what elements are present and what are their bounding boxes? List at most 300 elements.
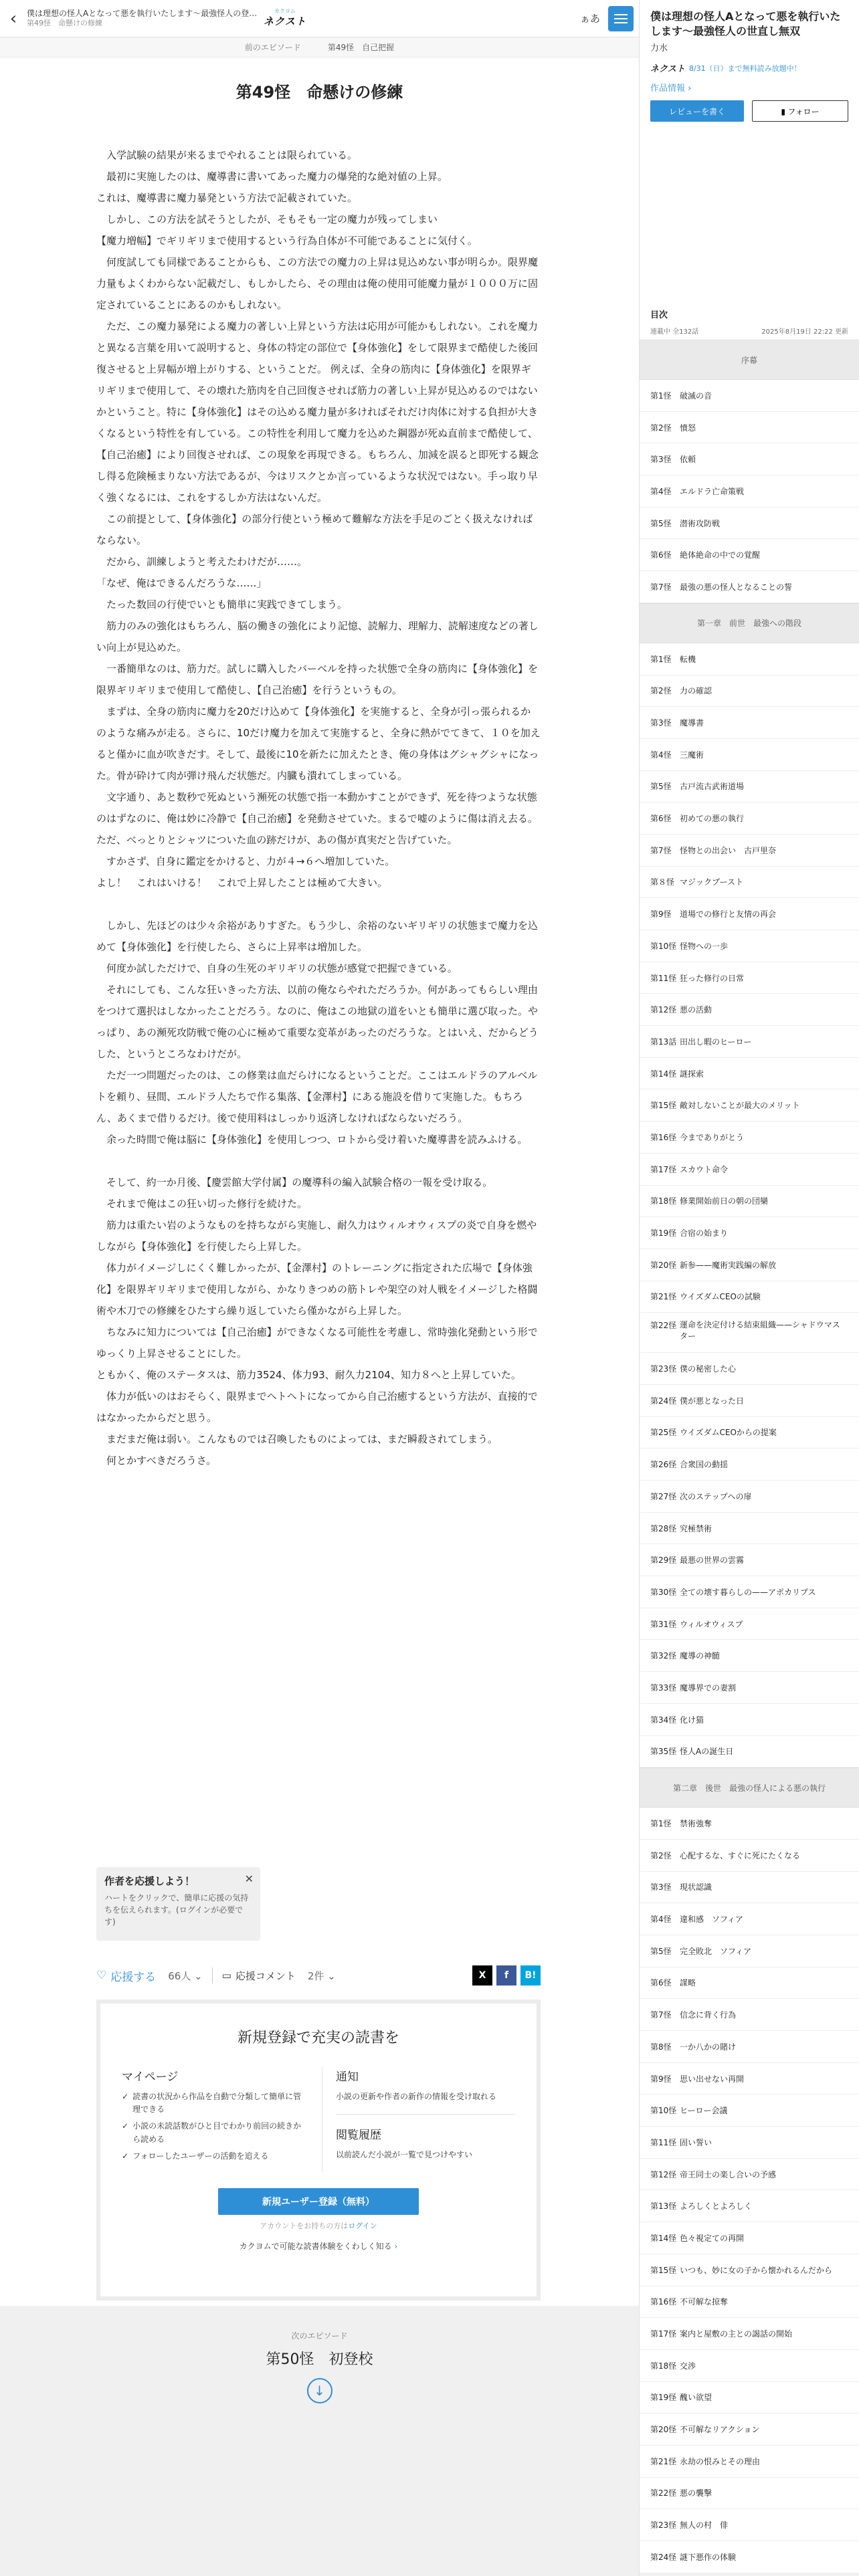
toc-episode-link[interactable] bbox=[640, 1935, 859, 1967]
header-work-title: 僕は理想の怪人Aとなって悪を執行いたします〜最強怪人の登… bbox=[27, 9, 258, 19]
toc-episode-title: スカウト命令 bbox=[680, 1164, 729, 1174]
toc-episode-link[interactable] bbox=[640, 898, 859, 930]
toc-episode-number: 第20怪 bbox=[650, 2425, 677, 2435]
toc-episode-link[interactable] bbox=[640, 571, 859, 603]
toc-episode-title: 怪人Aの誕生日 bbox=[680, 1747, 734, 1757]
mypage-column bbox=[122, 2067, 322, 2172]
toc-episode-number: 第26怪 bbox=[650, 1460, 677, 1470]
toc-episode-title: 今までありがとう bbox=[680, 1132, 745, 1142]
signup-button[interactable]: 新規ユーザー登録（無料） bbox=[218, 2188, 419, 2215]
toc-episode-title: 禁術強奪 bbox=[680, 1819, 712, 1829]
toc-episode-title: 破滅の音 bbox=[680, 391, 712, 401]
toc-episode-title: 合衆国の動揺 bbox=[680, 1460, 729, 1470]
toc-episode-number: 第32怪 bbox=[650, 1651, 677, 1661]
login-prefix: アカウントをお持ちの方は bbox=[260, 2222, 349, 2231]
toc-episode-title: 交渉 bbox=[680, 2361, 696, 2371]
toc-episode-link[interactable] bbox=[640, 1249, 859, 1281]
toc-chapter-heading[interactable]: 第二章 後世 最強の怪人による悪の執行 bbox=[640, 1767, 859, 1808]
toc-episode-number: 第24怪 bbox=[650, 2552, 677, 2562]
write-review-button[interactable]: レビューを書く bbox=[650, 100, 744, 122]
body-paragraph: 文字通り、あと数秒で死ぬという瀕死の状態で指一本動かすことができず、死を待つような状態のはずなのに、俺は妙に冷静で【自己治癒】を発動させていた。まるで嘘のように傷は消え去る。ただ、べっとりとシャツについた血の跡だけが、あの傷が真実だと告げていた。 bbox=[96, 791, 538, 846]
toc-episode-number: 第13話 bbox=[650, 1037, 677, 1047]
toc-episode-title: 絶体絶命の中での覚醒 bbox=[680, 550, 761, 560]
toc-episode-number: 第3怪 bbox=[650, 1883, 672, 1893]
toc-episode-link[interactable] bbox=[640, 2446, 859, 2478]
toc-updated: 2025年8月19日 22:22 更新 bbox=[761, 328, 848, 336]
toc-episode-link[interactable] bbox=[640, 835, 859, 867]
cheer-button-label: 応援する bbox=[110, 1970, 157, 1984]
toc-episode-title: 僕が悪となった日 bbox=[680, 1396, 745, 1406]
table-of-contents bbox=[640, 340, 859, 2573]
toc-episode-number: 第31怪 bbox=[650, 1619, 677, 1629]
toc-episode-link[interactable] bbox=[640, 802, 859, 835]
facebook-share-icon[interactable]: f bbox=[496, 1965, 516, 1985]
body-paragraph: ともかく、俺のステータスは、筋力3524、体力93、耐久力2104、知力８へと上昇していた。 bbox=[96, 1369, 521, 1381]
learn-more-link[interactable] bbox=[100, 2240, 537, 2252]
toc-episode-number: 第27怪 bbox=[650, 1491, 677, 1501]
toc-episode-number: 第5怪 bbox=[650, 782, 672, 792]
body-paragraph: しかし、この方法を試そうとしたが、そもそも一定の魔力が残ってしまい bbox=[96, 213, 438, 225]
comment-count: 2件 bbox=[307, 1969, 324, 1982]
toc-episode-link[interactable] bbox=[640, 2127, 859, 2159]
toc-episode-title: 憤怒 bbox=[680, 423, 696, 433]
body-paragraph: これは、魔導書に魔力暴発という方法で記載されていた。 bbox=[96, 192, 358, 204]
toc-episode-link[interactable] bbox=[640, 2286, 859, 2319]
chevron-right-icon: › bbox=[685, 84, 692, 94]
toc-episode-title: 古戸流古武術道場 bbox=[680, 782, 745, 792]
work-card bbox=[640, 0, 859, 289]
next-episode-title[interactable]: 第50怪 初登校 bbox=[266, 2351, 373, 2368]
hatena-bookmark-icon[interactable]: B! bbox=[520, 1965, 541, 1985]
toc-episode-title: 最強の悪の怪人となることの誓 bbox=[680, 582, 793, 592]
mypage-title: マイページ bbox=[122, 2070, 179, 2084]
toc-episode-link[interactable] bbox=[640, 2541, 859, 2573]
toc-episode-number: 第22怪 bbox=[650, 2488, 677, 2498]
toc-episode-link[interactable] bbox=[640, 1840, 859, 1872]
notify-desc: 小説の更新や作者の新作の情報を受け取れる bbox=[336, 2092, 497, 2101]
toc-episode-title: 最悪の世界の雲霧 bbox=[680, 1555, 745, 1566]
cheer-tooltip-title: 作者を応援しよう！ bbox=[104, 1875, 195, 1887]
toc-episode-title: 永劫の恨みとその理由 bbox=[680, 2456, 761, 2466]
body-paragraph: 何度試しても同様であることからも、この方法での魔力の上昇は見込めない事が明らか。限界魔力量もよくわからない記載だし、もしかしたら、その理由は俺の使用可能魔力量が１０００万に固定されていることにあるのかもしれない。 bbox=[96, 256, 539, 311]
work-buttons bbox=[650, 100, 848, 122]
body-paragraph: 体力が低いのはおそらく、限界までヘトヘトになってから自己治癒するという方法が、直接的ではなかったからだと思う。 bbox=[96, 1390, 538, 1424]
toc-episode-title: 魔導の神髄 bbox=[680, 1651, 721, 1661]
chevron-down-icon: ⌄ bbox=[194, 1969, 203, 1982]
body-paragraph: この前提として、【身体強化】の部分行使という極めて難解な方法を手足のごとく扱えなければならない。 bbox=[96, 513, 533, 546]
header-titles[interactable] bbox=[27, 9, 261, 28]
work-author[interactable]: 力水 bbox=[650, 43, 668, 54]
toc-episode-title: 新参——魔術実践編の解放 bbox=[680, 1260, 777, 1270]
toc-episode-link[interactable] bbox=[640, 1999, 859, 2031]
bookmark-icon: ▮ bbox=[781, 106, 788, 116]
toc-episode-title: 思い出せない再開 bbox=[680, 2074, 745, 2084]
toc-episode-number: 第８怪 bbox=[650, 877, 675, 887]
toc-episode-link[interactable] bbox=[640, 1544, 859, 1576]
toc-episode-link[interactable] bbox=[640, 1186, 859, 1218]
toc-episode-number: 第7怪 bbox=[650, 845, 672, 855]
toc-episode-title: 信念に背く行為 bbox=[680, 2010, 737, 2020]
toc-episode-link[interactable] bbox=[640, 1121, 859, 1154]
toc-episode-link[interactable] bbox=[640, 2509, 859, 2541]
toc-episode-link[interactable] bbox=[640, 2254, 859, 2286]
body-paragraph: 何とかすべきだろうさ。 bbox=[96, 1455, 217, 1467]
toc-episode-title: 魔導界での妻割 bbox=[680, 1683, 737, 1693]
body-paragraph: だから、訓練しようと考えたわけだが……。 bbox=[96, 556, 308, 568]
toc-episode-number: 第15怪 bbox=[650, 2265, 677, 2275]
next-episode-area[interactable] bbox=[0, 2306, 639, 2576]
toc-episode-link[interactable] bbox=[640, 1026, 859, 1058]
toc-episode-title: 怪物への一歩 bbox=[680, 941, 729, 951]
toc-episode-link[interactable] bbox=[640, 962, 859, 994]
sidebar bbox=[639, 0, 859, 2576]
toc-episode-title: 違和感 ソフィア bbox=[680, 1915, 744, 1925]
font-settings-button[interactable]: ぁあ bbox=[579, 13, 600, 25]
comment-button[interactable] bbox=[222, 1969, 296, 1983]
toc-episode-number: 第16怪 bbox=[650, 1132, 677, 1142]
work-info-text: 作品情報 bbox=[650, 84, 686, 94]
toc-episode-link[interactable] bbox=[640, 643, 859, 675]
body-paragraph: それにしても、こんな狂いきった方法、以前の俺ならやれただろうか。何があってもらしい理由をつけて選択はしなかったことだろう。なのに、俺はこの地獄の道をいとも簡単に選び取った。やっぱり、あの瀕死攻防戦で俺の心に極めて重要な変革があったのだろうな。とはいえ、だからどうした、というところなわけだが。 bbox=[96, 984, 539, 1060]
mypage-item-text: 小説の未読話数がひと目でわかり前回の続きから読める bbox=[132, 2121, 302, 2144]
toc-episode-link[interactable] bbox=[640, 1640, 859, 1672]
mypage-item bbox=[122, 2120, 308, 2145]
toc-episode-title: 一か八かの賭け bbox=[680, 2042, 737, 2052]
signup-columns bbox=[100, 2067, 537, 2172]
campaign-text: 8/31（日）まで無料読み放題中！ bbox=[688, 64, 801, 73]
comment-count-dropdown[interactable] bbox=[308, 1969, 336, 1983]
episode-title: 第49怪 命懸けの修練 bbox=[235, 83, 403, 102]
toc-episode-title: 究極禁術 bbox=[680, 1523, 712, 1533]
toc-episode-number: 第17怪 bbox=[650, 1164, 677, 1174]
current-episode-label: 第49怪 自己把握 bbox=[327, 43, 395, 52]
toc-episode-title: 潜術攻防戦 bbox=[680, 518, 721, 528]
cheer-tooltip bbox=[96, 1867, 260, 1941]
toc-episode-number: 第3怪 bbox=[650, 455, 672, 465]
toc-episode-title: いつも、妙に女の子から懐かれるんだから bbox=[680, 2265, 833, 2275]
toc-meta bbox=[650, 326, 848, 336]
toc-episode-title: 次のステップへの扉 bbox=[680, 1491, 752, 1501]
toc-episode-link[interactable] bbox=[640, 994, 859, 1026]
body-paragraph: まだまだ俺は弱い。こんなものでは召喚したものによっては、まだ瞬殺されてしまう。 bbox=[96, 1433, 498, 1445]
toc-episode-number: 第18怪 bbox=[650, 2361, 677, 2371]
toc-episode-title: 力の確認 bbox=[680, 686, 712, 696]
toc-episode-number: 第17怪 bbox=[650, 2329, 677, 2339]
toc-episode-link[interactable] bbox=[640, 1903, 859, 1935]
share-buttons bbox=[472, 1965, 541, 1985]
toc-episode-link[interactable] bbox=[640, 1154, 859, 1186]
toc-episode-number: 第22怪 bbox=[650, 1321, 677, 1331]
toc-episode-link[interactable] bbox=[640, 1417, 859, 1449]
toc-episode-link[interactable] bbox=[640, 2190, 859, 2222]
toc-episode-number: 第23怪 bbox=[650, 2520, 677, 2531]
campaign-banner[interactable] bbox=[650, 62, 848, 74]
toc-episode-number: 第14怪 bbox=[650, 1069, 677, 1079]
body-paragraph: ちなみに知力については【自己治癒】ができなくなる可能性を考慮し、常時強化発動という形でゆっくり上昇させることにした。 bbox=[96, 1326, 538, 1360]
toc-episode-link[interactable] bbox=[640, 508, 859, 540]
toc-episode-link[interactable] bbox=[640, 1704, 859, 1736]
toc-episode-link[interactable] bbox=[640, 707, 859, 739]
body-paragraph: 「なぜ、俺はできるんだろうな……」 bbox=[96, 577, 267, 589]
body-paragraph: 筋力は重たい岩のようなものを持ちながら実施し、耐久力はウィルオウィスプの炎で自身を燃やしながら【身体強化】を行使したら上昇した。 bbox=[96, 1219, 537, 1253]
toc-episode-link[interactable] bbox=[640, 412, 859, 444]
toc-episode-title: 醜い欲望 bbox=[680, 2393, 712, 2403]
signup-promo bbox=[96, 2000, 541, 2300]
toc-episode-title: 運命を決定付ける結束組織——シャドウマスター bbox=[680, 1320, 840, 1341]
toc-episode-link[interactable] bbox=[640, 1089, 859, 1121]
toc-episode-number: 第24怪 bbox=[650, 1396, 677, 1406]
reader-main bbox=[0, 37, 639, 2306]
toc-episode-number: 第9怪 bbox=[650, 909, 672, 920]
body-paragraph: たった数回の行使でいとも簡単に実践できてしまう。 bbox=[96, 599, 348, 611]
toc-episode-number: 第14怪 bbox=[650, 2233, 677, 2243]
cheer-count-dropdown[interactable] bbox=[168, 1969, 202, 1983]
chevron-right-icon: › bbox=[394, 2242, 398, 2252]
toc-episode-link[interactable] bbox=[640, 2318, 859, 2350]
toc-episode-link[interactable] bbox=[640, 1481, 859, 1513]
body-paragraph: 【魔力増幅】でギリギリまで使用するという行為自体が不可能であることに気付く。 bbox=[96, 235, 478, 247]
body-paragraph: 最初に実施したのは、魔導書に書いてあった魔力の爆発的な絶対値の上昇。 bbox=[96, 171, 448, 183]
toc-episode-number: 第23怪 bbox=[650, 1364, 677, 1374]
prev-episode-link[interactable]: 前のエピソード bbox=[244, 43, 301, 52]
chevron-down-icon: ⌄ bbox=[327, 1969, 336, 1982]
toc-episode-title: ヒーロー会議 bbox=[680, 2106, 728, 2116]
next-episode-label: 次のエピソード bbox=[291, 2331, 348, 2341]
episode-body bbox=[96, 144, 541, 1471]
history-title: 閲覧履歴 bbox=[336, 2129, 381, 2143]
toc-episode-link[interactable] bbox=[640, 1513, 859, 1545]
header-actions bbox=[580, 6, 639, 31]
comment-icon: ▭ bbox=[221, 1969, 231, 1981]
follow-button[interactable] bbox=[752, 100, 848, 122]
body-paragraph: 体力がイメージしにくく難しかったが、【金澤村】のトレーニングに指定された広場で【身体強化】を限界ギリギリまで使用しながら、かなりきつめの筋トレや架空の対人戦をイメージした格闘術や木刀での修練をひたすら繰り返していたら僅かながら上昇した。 bbox=[96, 1262, 538, 1317]
toc-episode-number: 第13怪 bbox=[650, 2202, 677, 2212]
toc-episode-link[interactable] bbox=[640, 1608, 859, 1640]
toc-episode-number: 第35怪 bbox=[650, 1747, 677, 1757]
toc-episode-number: 第19怪 bbox=[650, 2393, 677, 2403]
toc-episode-title: 案内と屋敷の主との謁話の開始 bbox=[680, 2329, 793, 2339]
arrow-down-icon[interactable]: ↓ bbox=[307, 2378, 332, 2403]
mypage-item-text: 読書の状況から作品を自動で分類して簡単に管理できる bbox=[132, 2092, 302, 2115]
toc-episode-number: 第28怪 bbox=[650, 1523, 677, 1533]
toc-episode-link[interactable] bbox=[640, 867, 859, 899]
toc-episode-title: 道場での修行と友情の再会 bbox=[680, 909, 777, 920]
check-icon: ✓ bbox=[122, 2151, 129, 2161]
toc-episode-title: 謎下悪作の体験 bbox=[680, 2552, 737, 2562]
toc-episode-title: 全ての壊す暮らしの——アポカリプス bbox=[680, 1587, 816, 1597]
check-icon: ✓ bbox=[122, 2121, 129, 2131]
toc-episode-link[interactable] bbox=[640, 1672, 859, 1704]
toc-episode-link[interactable] bbox=[640, 1967, 859, 2000]
toc-episode-link[interactable] bbox=[640, 443, 859, 475]
toc-episode-title: 謀略 bbox=[680, 1978, 696, 1988]
toc-episode-title: 不可解なリアクション bbox=[680, 2425, 760, 2435]
toc-episode-title: 狂った修行の日常 bbox=[680, 973, 745, 983]
toc-episode-link[interactable] bbox=[640, 2159, 859, 2191]
toc-episode-title: 謎探索 bbox=[680, 1069, 704, 1079]
body-paragraph: 余った時間で俺は脳に【身体強化】を使用しつつ、ロトから受け着いた魔導書を読みふける。 bbox=[96, 1134, 528, 1146]
toc-episode-link[interactable] bbox=[640, 1385, 859, 1417]
body-paragraph: そして、約一か月後、【慶雲館大学付属】の魔導科の編入試験合格の一報を受け取る。 bbox=[96, 1176, 493, 1188]
toc-episode-link[interactable] bbox=[640, 930, 859, 962]
mypage-item-text: フォローしたユーザーの活動を追える bbox=[132, 2151, 269, 2161]
notify-title: 通知 bbox=[336, 2070, 359, 2084]
body-paragraph: 一番簡単なのは、筋力だ。試しに購入したバーベルを持った状態で全身の筋肉に【身体強化】を限界ギリギリまで使用して酷使し、【自己治癒】を行うというもの。 bbox=[96, 663, 539, 696]
toc-episode-link[interactable] bbox=[640, 380, 859, 412]
body-paragraph: ただ一つ問題だったのは、この修業は血だらけになるということだ。ここはエルドラのアルベルトを頼り、昼間、エルドラ人たちで作る集落、【金澤村】にある施設を借りて実施した。もちろん、あくまで借りるだけ。後で使用料はしっかり返済しなければならないだろう。 bbox=[96, 1069, 538, 1124]
toc-episode-number: 第33怪 bbox=[650, 1683, 677, 1693]
toc-episode-title: ウィルオウィスプ bbox=[680, 1619, 743, 1629]
toc-episode-link[interactable] bbox=[640, 2382, 859, 2414]
body-paragraph: 何度か試しただけで、自身の生死のギリギリの状態が感覚で把握できている。 bbox=[96, 962, 458, 974]
toc-episode-number: 第12怪 bbox=[650, 1005, 677, 1015]
toc-episode-title: マジックブースト bbox=[680, 877, 744, 887]
toc-episode-number: 第1怪 bbox=[650, 1819, 672, 1829]
toc-episode-title: エルドラ亡命策戦 bbox=[680, 486, 745, 496]
toc-episode-title: 帝王同士の楽し合いの予感 bbox=[680, 2169, 777, 2179]
toc-episode-number: 第5怪 bbox=[650, 1946, 672, 1956]
toc-episode-number: 第4怪 bbox=[650, 750, 672, 760]
body-paragraph: 筋力のみの強化はもちろん、脳の働きの強化により記憶、読解力、理解力、読解速度などの著しい向上が見込めた。 bbox=[96, 620, 539, 653]
cheer-count: 66人 bbox=[168, 1969, 191, 1982]
toc-episode-number: 第34怪 bbox=[650, 1715, 677, 1725]
toc-episode-number: 第10怪 bbox=[650, 941, 677, 951]
toc-episode-title: 現状認識 bbox=[680, 1883, 712, 1893]
body-paragraph: 入学試験の結果が来るまでやれることは限られている。 bbox=[96, 149, 358, 161]
toc-episode-link[interactable] bbox=[640, 1736, 859, 1768]
follow-button-label: フォロー bbox=[787, 106, 820, 116]
toc-episode-number: 第9怪 bbox=[650, 2074, 672, 2084]
mypage-item bbox=[122, 2150, 308, 2163]
toc-episode-number: 第6怪 bbox=[650, 814, 672, 824]
check-icon: ✓ bbox=[122, 2092, 129, 2101]
body-paragraph: よし！ これはいける！ これで上昇したことは極めて大きい。 bbox=[96, 877, 388, 889]
toc-episode-link[interactable] bbox=[640, 2031, 859, 2063]
toc-episode-link[interactable] bbox=[640, 2350, 859, 2382]
toc-episode-link[interactable] bbox=[640, 475, 859, 508]
toc-title: 目次 bbox=[650, 310, 668, 320]
toc-episode-number: 第18怪 bbox=[650, 1196, 677, 1206]
reaction-bar bbox=[96, 1962, 541, 1989]
toc-episode-title: 三魔術 bbox=[680, 750, 704, 760]
login-link[interactable]: ログイン bbox=[348, 2222, 377, 2231]
toc-episode-number: 第5怪 bbox=[650, 518, 672, 528]
toc-episode-title: 不可解な掠奪 bbox=[680, 2297, 729, 2307]
toc-episode-link[interactable] bbox=[640, 739, 859, 771]
header-episode-title: 第49怪 命懸けの修練 bbox=[27, 19, 102, 28]
toc-episode-number: 第4怪 bbox=[650, 486, 672, 496]
toc-episode-link[interactable] bbox=[640, 1058, 859, 1090]
toc-chapter-heading[interactable]: 序幕 bbox=[640, 340, 859, 380]
toc-episode-link[interactable] bbox=[640, 1281, 859, 1313]
chevron-left-icon[interactable]: ‹ bbox=[9, 8, 17, 29]
toc-episode-title: 魔導書 bbox=[680, 718, 704, 728]
toc-episode-title: 初めての悪の執行 bbox=[680, 814, 745, 824]
toc-episode-link[interactable] bbox=[640, 675, 859, 708]
toc-episode-title: 化け猫 bbox=[680, 1715, 704, 1725]
cheer-button[interactable] bbox=[96, 1967, 156, 1984]
toc-episode-title: 転機 bbox=[680, 654, 696, 664]
toc-episode-title: 田出し暇のヒーロー bbox=[680, 1037, 752, 1047]
toc-episode-number: 第20怪 bbox=[650, 1260, 677, 1270]
learn-more-text: カクヨムで可能な読書体験をくわしく知る bbox=[239, 2242, 392, 2252]
toc-episode-link[interactable] bbox=[640, 2063, 859, 2095]
toc-episode-link[interactable] bbox=[640, 1576, 859, 1608]
toc-episode-title: 固い誓い bbox=[680, 2137, 712, 2147]
toc-status: 連載中 全132話 bbox=[650, 328, 699, 336]
toc-episode-title: 合宿の始まり bbox=[680, 1228, 729, 1239]
body-paragraph: それまで俺はこの狂い切った修行を続けた。 bbox=[96, 1198, 308, 1210]
divider bbox=[212, 1967, 213, 1983]
logo-main: ネクスト bbox=[264, 15, 306, 27]
toc-episode-title: ウイズダムCEOからの提案 bbox=[680, 1428, 777, 1438]
toc-episode-number: 第1怪 bbox=[650, 391, 672, 401]
toc-episode-link[interactable] bbox=[640, 539, 859, 571]
top-bar bbox=[0, 0, 639, 37]
hamburger-menu-icon[interactable] bbox=[608, 6, 634, 31]
toc-episode-link[interactable] bbox=[640, 2095, 859, 2127]
toc-episode-link[interactable] bbox=[640, 1872, 859, 1904]
toc-episode-title: ウイズダムCEOの試験 bbox=[680, 1292, 761, 1302]
toc-chapter-heading[interactable]: 第一章 前世 最強への階段 bbox=[640, 603, 859, 643]
toc-episode-link[interactable] bbox=[640, 1313, 859, 1353]
notify-column bbox=[322, 2067, 515, 2172]
login-line bbox=[100, 2220, 537, 2231]
toc-episode-number: 第21怪 bbox=[650, 2456, 677, 2466]
toc-episode-number: 第10怪 bbox=[650, 2106, 677, 2116]
toc-header bbox=[640, 289, 859, 340]
toc-episode-link[interactable] bbox=[640, 1353, 859, 1385]
work-title[interactable]: 僕は理想の怪人Aとなって悪を執行いたします〜最強怪人の世直し無双 bbox=[650, 10, 841, 37]
toc-episode-title: 完全敗北 ソフィア bbox=[680, 1946, 752, 1956]
comment-button-label: 応援コメント bbox=[235, 1969, 296, 1982]
toc-episode-link[interactable] bbox=[640, 771, 859, 803]
toc-episode-link[interactable] bbox=[640, 1217, 859, 1249]
toc-episode-number: 第11怪 bbox=[650, 973, 677, 983]
toc-episode-number: 第11怪 bbox=[650, 2137, 677, 2147]
logo-sub: カクヨム bbox=[274, 8, 296, 14]
toc-episode-number: 第2怪 bbox=[650, 423, 672, 433]
toc-episode-link[interactable] bbox=[640, 1808, 859, 1840]
divider bbox=[336, 2114, 515, 2115]
toc-episode-number: 第4怪 bbox=[650, 1915, 672, 1925]
work-info-link[interactable] bbox=[650, 81, 848, 94]
toc-episode-number: 第29怪 bbox=[650, 1555, 677, 1566]
toc-episode-number: 第16怪 bbox=[650, 2297, 677, 2307]
toc-episode-title: 色々視定ての再開 bbox=[680, 2233, 745, 2243]
toc-episode-title: 修業開始前日の朝の団欒 bbox=[680, 1196, 769, 1206]
toc-episode-link[interactable] bbox=[640, 2222, 859, 2254]
mypage-item bbox=[122, 2090, 308, 2116]
toc-episode-number: 第12怪 bbox=[650, 2169, 677, 2179]
body-paragraph: しかし、先ほどのは少々余裕がありすぎた。もう少し、余裕のないギリギリの状態まで魔力を込めて【身体強化】を行使したら、さらに上昇率は増加した。 bbox=[96, 920, 539, 953]
toc-episode-link[interactable] bbox=[640, 2413, 859, 2446]
toc-episode-number: 第1怪 bbox=[650, 654, 672, 664]
toc-episode-title: 怪物との出会い 古戸里奈 bbox=[680, 845, 777, 855]
body-paragraph: すかさず、自身に鑑定をかけると、力が４→６へ増加していた。 bbox=[96, 855, 395, 867]
close-icon[interactable]: ✕ bbox=[244, 1872, 254, 1885]
x-share-icon[interactable]: X bbox=[472, 1965, 492, 1985]
toc-episode-link[interactable] bbox=[640, 1448, 859, 1481]
toc-episode-link[interactable] bbox=[640, 2478, 859, 2510]
body-paragraph: まずは、全身の筋肉に魔力を20だけ込めて【身体強化】を実施すると、全身が引っ張られるかのような痛みが走る。さらに、10だけ魔力を加えて実施すると、全身に熱がでてきて、１０を加えると僅かに血が吹きだす。そして、最後に10を新たに加えたとき、俺の身体はグシャグシャになった。骨が砕けて肉が弾け飛んだ状態だ。内臓も潰れてしまっている。 bbox=[96, 706, 541, 782]
kakuyomu-next-logo[interactable] bbox=[264, 9, 306, 28]
toc-episode-number: 第8怪 bbox=[650, 2042, 672, 2052]
signup-title: 新規登録で充実の読書を bbox=[237, 2030, 399, 2046]
history-desc: 以前読んだ小説が一覧で見つけやすい bbox=[336, 2150, 473, 2160]
toc-episode-title: 依頼 bbox=[680, 455, 696, 465]
toc-episode-number: 第21怪 bbox=[650, 1292, 677, 1302]
